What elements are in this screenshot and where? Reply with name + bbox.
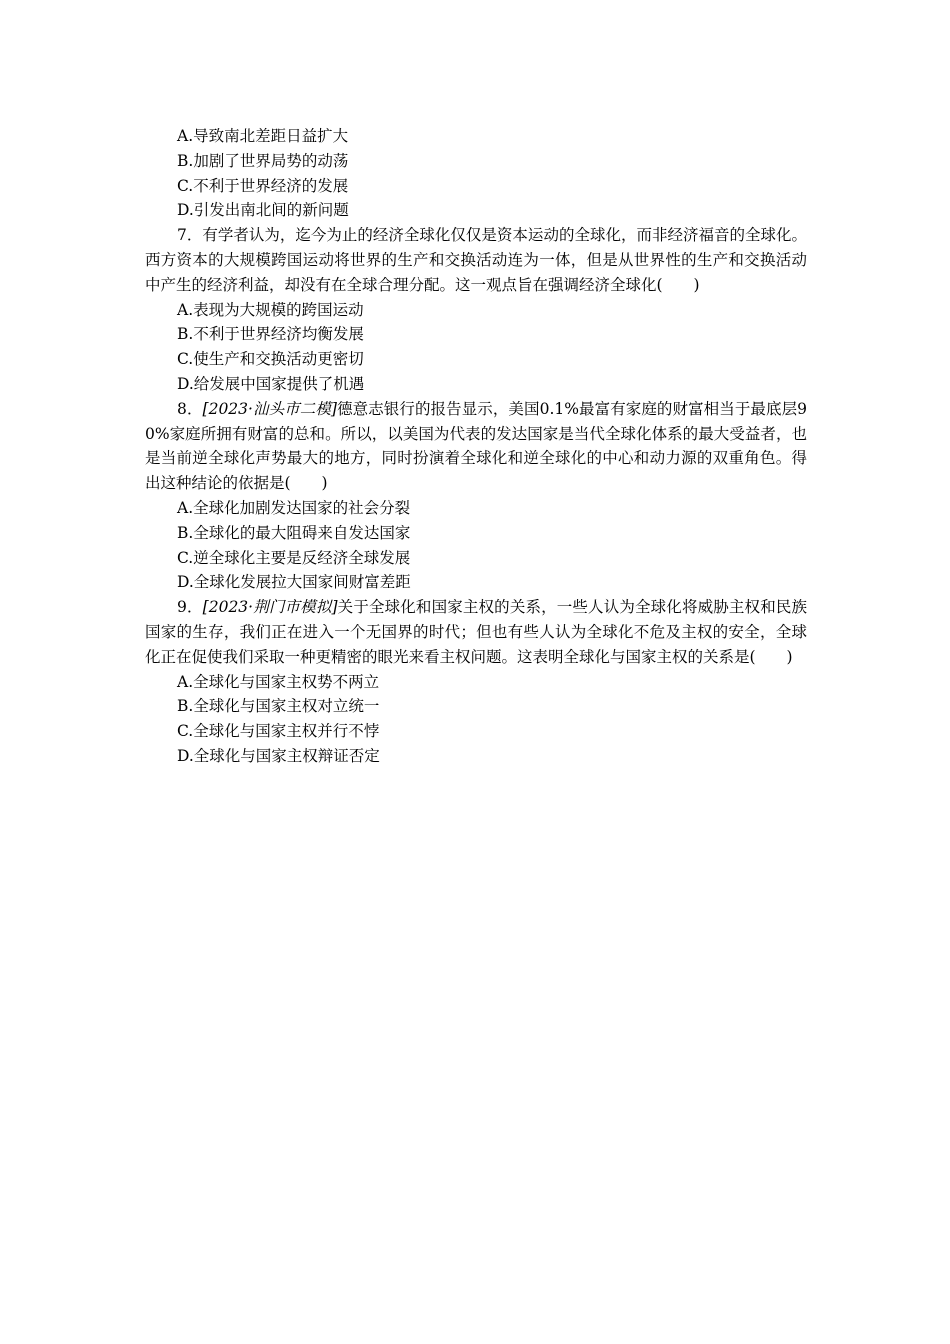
q6-option-c: C.不利于世界经济的发展 — [177, 176, 349, 195]
q8-option-b: B.全球化的最大阻碍来自发达国家 — [177, 523, 411, 542]
q6-option-b: B.加剧了世界局势的动荡 — [177, 151, 349, 170]
q7-option-b: B.不利于世界经济均衡发展 — [177, 325, 364, 344]
question-8 — [145, 397, 807, 595]
q9-option-a: A.全球化与国家主权势不两立 — [177, 672, 380, 691]
q6-option-a: A.导致南北差距日益扩大 — [177, 127, 349, 145]
q8-option-a: A.全球化加剧发达国家的社会分裂 — [177, 498, 411, 517]
q8-number: 8． — [177, 399, 203, 418]
q8-stem-paragraph — [145, 397, 807, 496]
q6-option-d: D.引发出南北间的新问题 — [177, 201, 349, 220]
q9-number: 9． — [177, 598, 203, 617]
q9-option-d: D.全球化与国家主权辩证否定 — [177, 746, 380, 765]
q9-option-b: B.全球化与国家主权对立统一 — [177, 697, 380, 716]
q7-option-c: C.使生产和交换活动更密切 — [177, 350, 364, 369]
document-page — [145, 124, 807, 769]
q7-option-a: A.表现为大规模的跨国运动 — [177, 300, 364, 319]
q7-option-d: D.给发展中国家提供了机遇 — [177, 374, 365, 393]
question-6-options — [145, 124, 807, 223]
q9-option-c: C.全球化与国家主权并行不悖 — [177, 722, 380, 741]
q8-option-d: D.全球化发展拉大国家间财富差距 — [177, 573, 411, 592]
q9-stem-paragraph — [145, 595, 807, 669]
q9-source: [2023·荆门市模拟] — [202, 598, 338, 617]
question-9 — [145, 595, 807, 769]
q8-stem: 德意志银行的报告显示，美国0.1%最富有家庭的财富相当于最底层90%家庭所拥有财富的总和。所以，以美国为代表的发达国家是当代全球化体系的最大受益者，也是当前逆全球化声势最大的地方，同时扮演着全球化和逆全球化的中心和动力源的双重角色。得出这种结论的依据是( ) — [145, 399, 808, 493]
question-7 — [145, 223, 807, 397]
q8-option-c: C.逆全球化主要是反经济全球发展 — [177, 548, 411, 567]
q8-source: [2023·汕头市二模] — [202, 399, 337, 418]
q9-stem: 关于全球化和国家主权的关系，一些人认为全球化将威胁主权和民族国家的生存，我们正在进入一个无国界的时代；但也有些人认为全球化不危及主权的安全，全球化正在促使我们采取一种更精密的眼光来看主权问题。这表明全球化与国家主权的关系是( ) — [145, 598, 807, 666]
q7-stem: 7．有学者认为，迄今为止的经济全球化仅仅是资本运动的全球化，而非经济福音的全球化。西方资本的大规模跨国运动将世界的生产和交换活动连为一体，但是从世界性的生产和交换活动中产生的经济利益，却没有在全球合理分配。这一观点旨在强调经济全球化( ) — [145, 226, 807, 294]
